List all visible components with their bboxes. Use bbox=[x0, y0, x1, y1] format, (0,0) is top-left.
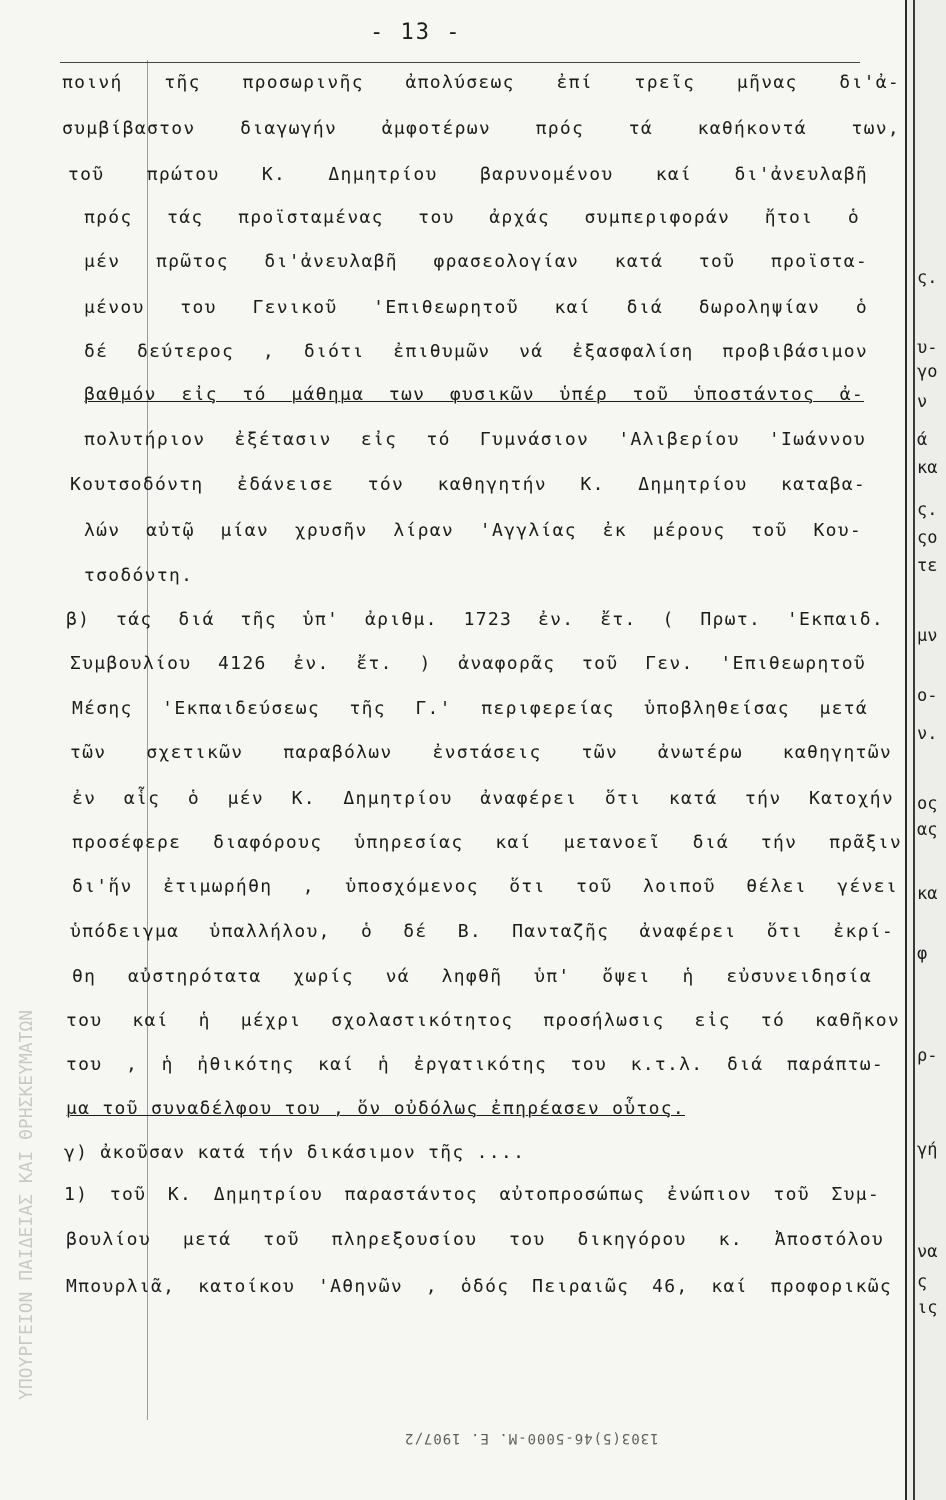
text-line: τσοδόντη. bbox=[84, 565, 194, 586]
text-line: μα τοῦ συναδέλφου του , ὅν οὐδόλως ἐπηρέασεν οὗτος. bbox=[66, 1098, 685, 1119]
fragment: ας bbox=[917, 820, 938, 840]
text-line: Κουτσοδόντη ἐδάνεισε τόν καθηγητήν Κ. Δημητρίου καταβα- bbox=[70, 474, 866, 495]
text-line: δι'ἥν ἐτιμωρήθη , ὑποσχόμενος ὅτι τοῦ λοιποῦ θέλει γένει bbox=[72, 876, 898, 897]
fragment: ς. bbox=[917, 268, 938, 288]
text-line: ἐν αἷς ὁ μέν Κ. Δημητρίου ἀναφέρει ὅτι κατά τήν Κατοχήν bbox=[72, 788, 894, 809]
fragment: να bbox=[917, 1242, 938, 1262]
text-line: μέν πρῶτος δι'ἀνευλαβῆ φρασεολογίαν κατά τοῦ προϊστα- bbox=[84, 251, 868, 272]
fragment: ο- bbox=[917, 686, 938, 706]
fragment: γο bbox=[917, 362, 938, 382]
fragment: μν bbox=[917, 626, 938, 646]
text-line: τοῦ πρώτου Κ. Δημητρίου βαρυνομένου καί δι'ἀνευλαβῆ bbox=[68, 164, 868, 185]
faded-margin-text: ΥΠΟΥΡΓΕΙΟΝ ΠΑΙΔΕΙΑΣ ΚΑΙ ΘΡΗΣΚΕΥΜΑΤΩΝ bbox=[16, 1009, 37, 1400]
text-line: πρός τάς προϊσταμένας του ἀρχάς συμπεριφοράν ἤτοι ὁ bbox=[84, 207, 860, 228]
fragment: ρ- bbox=[917, 1046, 938, 1066]
text-line: 1) τοῦ Κ. Δημητρίου παραστάντος αὐτοπροσώπως ἐνώπιον τοῦ Συμ- bbox=[64, 1184, 880, 1205]
printer-mark: 1303(5)46-5000-Μ. Ε. 1907/2 bbox=[404, 1430, 659, 1446]
text-line: προσέφερε διαφόρους ὑπηρεσίας καί μετανοεῖ διά τήν πρᾶξιν bbox=[72, 832, 902, 853]
fragment: φ bbox=[917, 944, 928, 964]
text-line: βουλίου μετά τοῦ πληρεξουσίου του δικηγόρου κ. Ἀποστόλου bbox=[66, 1229, 884, 1250]
text-line: πολυτήριον ἐξέτασιν εἰς τό Γυμνάσιον 'Αλιβερίου 'Ιωάννου bbox=[84, 429, 866, 450]
faded-stamp bbox=[104, 1300, 144, 1420]
text-line: τῶν σχετικῶν παραβόλων ἐνστάσεις τῶν ἀνωτέρω καθηγητῶν bbox=[70, 742, 892, 763]
top-rule bbox=[60, 62, 860, 63]
fragment: ς. bbox=[917, 500, 938, 520]
fragment: ις bbox=[917, 1298, 938, 1318]
text-line: ὑπόδειγμα ὑπαλλήλου, ὁ δέ Β. Πανταζῆς ἀναφέρει ὅτι ἐκρί- bbox=[70, 921, 894, 942]
text-line: λών αὐτῷ μίαν χρυσῆν λίραν 'Αγγλίας ἐκ μέρους τοῦ Κου- bbox=[84, 520, 862, 541]
fragment: ος bbox=[917, 794, 938, 814]
fragment: γή bbox=[917, 1140, 938, 1160]
fragment: κα bbox=[917, 458, 938, 478]
text-line: μένου του Γενικοῦ 'Επιθεωρητοῦ καί διά δωροληψίαν ὁ bbox=[84, 297, 868, 318]
text-line: Μέσης 'Εκπαιδεύσεως τῆς Γ.' περιφερείας ὑποβληθείσας μετά bbox=[72, 698, 868, 719]
text-line: Μπουρλιᾶ, κατοίκου 'Αθηνῶν , ὁδός Πειραιῶς 46, καί προφορικῶς bbox=[66, 1276, 892, 1297]
text-line: β) τάς διά τῆς ὑπ' ἀριθμ. 1723 ἐν. ἔτ. ( Πρωτ. 'Εκπαιδ. bbox=[66, 609, 884, 630]
text-line: βαθμόν εἰς τό μάθημα των φυσικῶν ὑπέρ τοῦ ὑποστάντος ἀ- bbox=[84, 384, 864, 405]
text-line: θη αὐστηρότατα χωρίς νά ληφθῆ ὑπ' ὄψει ἡ εὐσυνειδησία bbox=[72, 966, 872, 987]
fragment: τε bbox=[917, 556, 938, 576]
fragment: ς bbox=[917, 1272, 928, 1292]
fragment: ά bbox=[917, 430, 928, 450]
text-line: του καί ἡ μέχρι σχολαστικότητος προσήλωσις εἰς τό καθῆκον bbox=[66, 1010, 900, 1031]
right-margin-fragments bbox=[913, 0, 946, 1500]
fragment: ν. bbox=[917, 724, 938, 744]
fragment: κα bbox=[917, 884, 938, 904]
fragment: ςο bbox=[917, 528, 938, 548]
text-line: ποινή τῆς προσωρινῆς ἀπολύσεως ἐπί τρεῖς μῆνας δι'ἀ- bbox=[62, 72, 900, 93]
page-number: - 13 - bbox=[370, 20, 462, 45]
text-line: δέ δεύτερος , διότι ἐπιθυμῶν νά ἐξασφαλίση προβιβάσιμον bbox=[84, 341, 868, 362]
text-line: του , ἡ ἠθικότης καί ἡ ἐργατικότης του κ.τ.λ. διά παράπτω- bbox=[66, 1054, 884, 1075]
text-line: γ) ἀκοῦσαν κατά τήν δικάσιμον τῆς .... bbox=[64, 1142, 526, 1163]
fragment: ν bbox=[917, 392, 928, 412]
text-line: συμβίβαστον διαγωγήν ἀμφοτέρων πρός τά καθήκοντά των, bbox=[62, 118, 900, 139]
fragment: υ- bbox=[917, 338, 938, 358]
text-line: Συμβουλίου 4126 ἐν. ἔτ. ) ἀναφορᾶς τοῦ Γεν. 'Επιθεωρητοῦ bbox=[70, 653, 866, 674]
